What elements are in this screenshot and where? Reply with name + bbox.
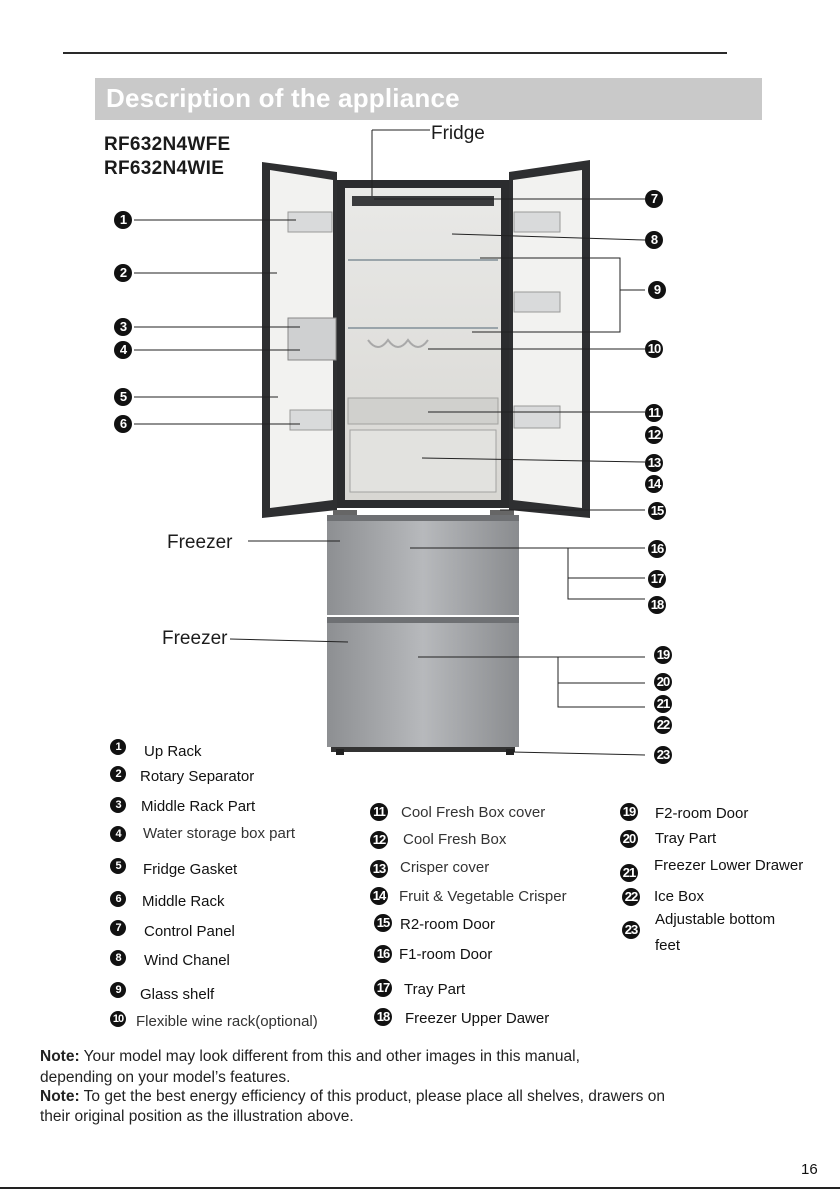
legend-badge-16: 16 [374, 945, 392, 963]
note-1-line-2: depending on your model’s features. [40, 1069, 291, 1086]
callout-3: 3 [114, 318, 132, 336]
legend-badge-18: 18 [374, 1008, 392, 1026]
legend-badge-5: 5 [110, 858, 126, 874]
freezer-upper-drawer [327, 515, 519, 615]
legend-item-10: Flexible wine rack(optional) [136, 1013, 318, 1030]
legend-badge-8: 8 [110, 950, 126, 966]
legend-badge-2: 2 [110, 766, 126, 782]
note-2-text: To get the best energy efficiency of this product, please place all shelves, drawers on [83, 1088, 665, 1105]
legend-item-23: Adjustable bottom [655, 911, 776, 928]
legend-item-3: Middle Rack Part [141, 798, 256, 815]
callout-9: 9 [648, 281, 666, 299]
legend-item-11: Cool Fresh Box cover [401, 804, 546, 821]
note-1-line-1 [40, 1048, 580, 1066]
legend-item-7: Control Panel [144, 923, 235, 940]
callout-1: 1 [114, 211, 132, 229]
legend-badge-11: 11 [370, 803, 388, 821]
legend-badge-1: 1 [110, 739, 126, 755]
legend-item-4: Water storage box part [143, 825, 296, 842]
legend-badge-15: 15 [374, 914, 392, 932]
legend-item-19: F2-room Door [655, 805, 749, 822]
callout-14: 14 [645, 475, 663, 493]
callout-22: 22 [654, 716, 672, 734]
legend-item-18: Freezer Upper Dawer [405, 1010, 550, 1027]
base-plinth [331, 747, 515, 752]
legend-item-8: Wind Chanel [144, 952, 230, 969]
freezer-lower-drawer [327, 617, 519, 747]
callout-17: 17 [648, 570, 666, 588]
legend-badge-21: 21 [620, 864, 638, 882]
callout-6: 6 [114, 415, 132, 433]
legend-badge-9: 9 [110, 982, 126, 998]
legend-badge-6: 6 [110, 891, 126, 907]
legend-item-16: F1-room Door [399, 946, 493, 963]
legend-badge-17: 17 [374, 979, 392, 997]
freezer-label-top: Freezer [167, 532, 233, 553]
legend-item-20: Tray Part [655, 830, 717, 847]
callout-18: 18 [648, 596, 666, 614]
note-1-label: Note: [40, 1048, 80, 1065]
callout-21: 21 [654, 695, 672, 713]
fridge-label: Fridge [431, 123, 485, 144]
legend-item-6: Middle Rack [142, 893, 225, 910]
foot-left [336, 749, 344, 755]
callout-2: 2 [114, 264, 132, 282]
right-door [509, 160, 590, 518]
legend-badge-7: 7 [110, 920, 126, 936]
legend-item-17: Tray Part [404, 981, 466, 998]
note-2-line-2: their original position as the illustration above. [40, 1108, 354, 1125]
callout-19: 19 [654, 646, 672, 664]
legend-item-2: Rotary Separator [140, 768, 255, 785]
callout-5: 5 [114, 388, 132, 406]
callout-12: 12 [645, 426, 663, 444]
callout-20: 20 [654, 673, 672, 691]
note-2-line-1 [40, 1088, 665, 1106]
legend-badge-10: 10 [110, 1011, 126, 1027]
legend-item-1: Up Rack [144, 743, 202, 760]
legend-item-9: Glass shelf [140, 986, 215, 1003]
legend-badge-19: 19 [620, 803, 638, 821]
note-1-text: Your model may look different from this and other images in this manual, [83, 1048, 580, 1065]
legend-badge-3: 3 [110, 797, 126, 813]
callout-4: 4 [114, 341, 132, 359]
model-number-1: RF632N4WFE [104, 134, 231, 155]
callout-23: 23 [654, 746, 672, 764]
legend-badge-20: 20 [620, 830, 638, 848]
bottom-rule [0, 1187, 840, 1189]
legend-badge-12: 12 [370, 831, 388, 849]
legend-item-14: Fruit & Vegetable Crisper [399, 888, 567, 905]
legend-badge-14: 14 [370, 887, 388, 905]
legend-badge-23: 23 [622, 921, 640, 939]
callout-13: 13 [645, 454, 663, 472]
legend-badge-22: 22 [622, 888, 640, 906]
legend-item-22: Ice Box [654, 888, 705, 905]
legend-item-23-continued: feet [655, 937, 681, 954]
legend-item-21: Freezer Lower Drawer [654, 857, 804, 874]
callout-11: 11 [645, 404, 663, 422]
section-title: Description of the appliance [106, 83, 460, 113]
callout-10: 10 [645, 340, 663, 358]
model-number-2: RF632N4WIE [104, 158, 225, 179]
callout-16: 16 [648, 540, 666, 558]
legend-item-5: Fridge Gasket [143, 861, 238, 878]
callout-7: 7 [645, 190, 663, 208]
callout-15: 15 [648, 502, 666, 520]
page-number: 16 [801, 1161, 818, 1178]
legend-item-15: R2-room Door [400, 916, 496, 933]
legend-badge-4: 4 [110, 826, 126, 842]
legend-item-13: Crisper cover [400, 859, 490, 876]
left-door [262, 162, 337, 518]
freezer-label-bottom: Freezer [162, 628, 228, 649]
callout-8: 8 [645, 231, 663, 249]
legend-item-12: Cool Fresh Box [403, 831, 507, 848]
note-2-label: Note: [40, 1088, 80, 1105]
legend-badge-13: 13 [370, 860, 388, 878]
